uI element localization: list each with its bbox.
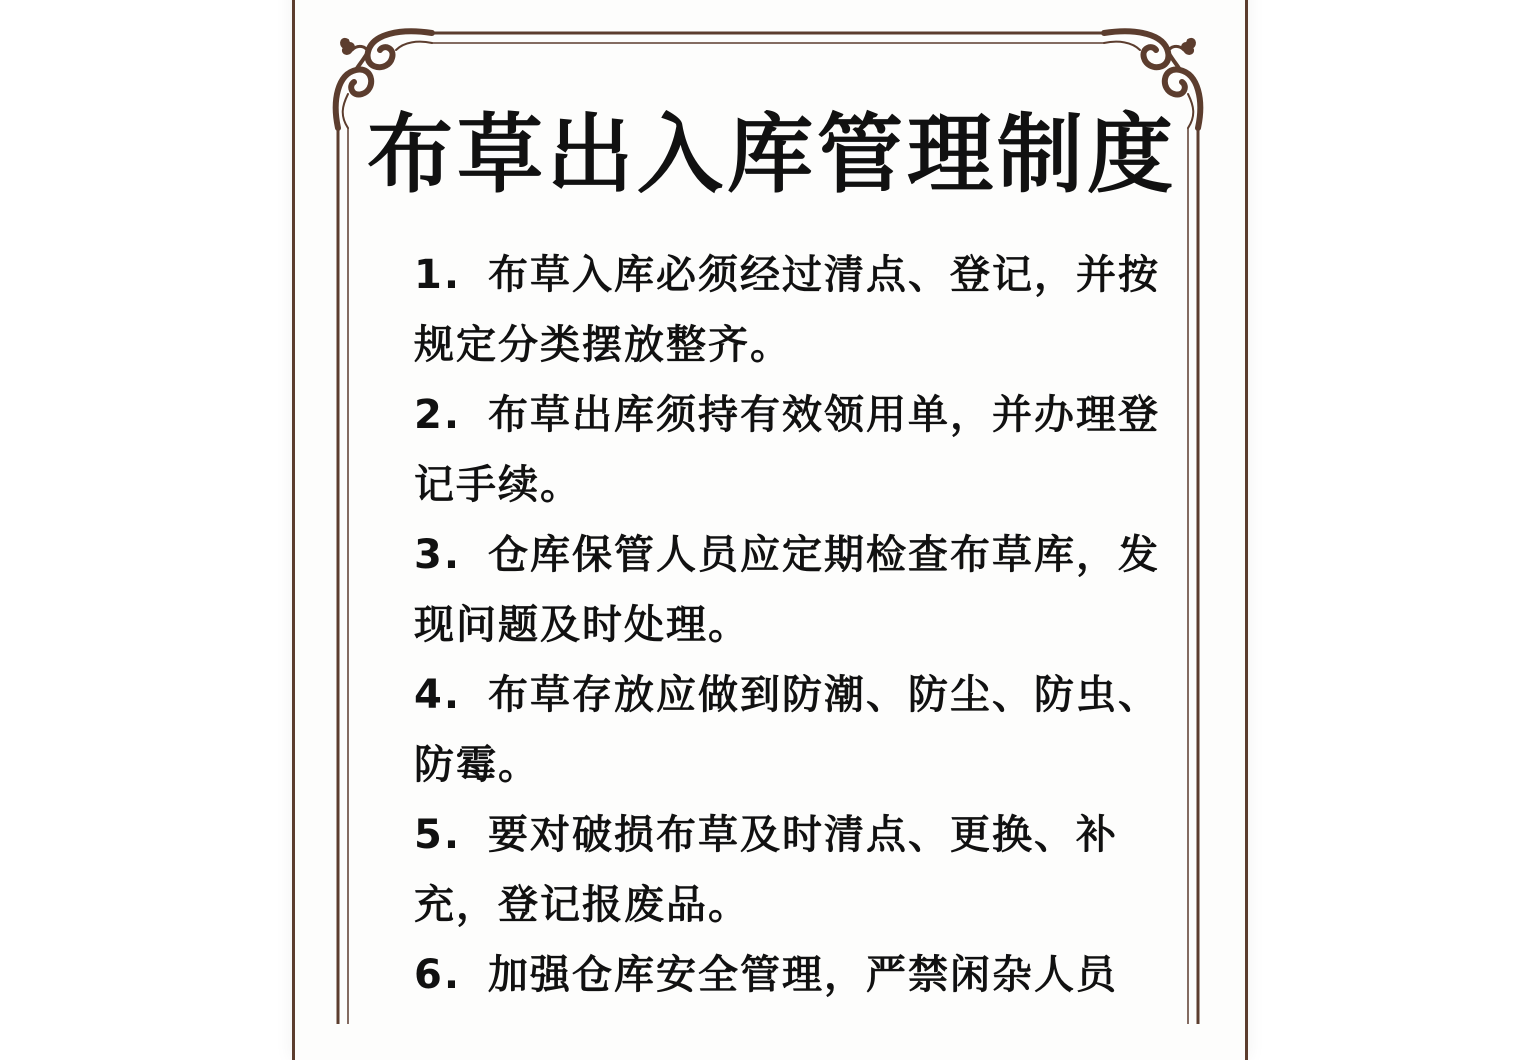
rule-item-4 (408, 660, 1178, 800)
rule-text: 要对破损布草及时清点、更换、补充，登记报废品。 (414, 812, 1118, 928)
rule-item-3 (408, 520, 1178, 660)
rule-number: 4. (414, 672, 462, 718)
rule-number: 5. (414, 812, 462, 858)
page-title: 布草出入库管理制度 (367, 105, 1177, 205)
rules-list (408, 240, 1178, 1010)
rule-text: 仓库保管人员应定期检查布草库，发现问题及时处理。 (414, 532, 1160, 648)
rule-text: 布草入库必须经过清点、登记，并按规定分类摆放整齐。 (414, 252, 1160, 368)
rule-text: 布草存放应做到防潮、防尘、防虫、防霉。 (414, 672, 1160, 788)
rule-number: 2. (414, 392, 462, 438)
rule-item-6 (408, 940, 1178, 1010)
rule-item-2 (408, 380, 1178, 520)
rule-text: 布草出库须持有效领用单，并办理登记手续。 (414, 392, 1160, 508)
rule-item-5 (408, 800, 1178, 940)
rule-item-1 (408, 240, 1178, 380)
rule-number: 3. (414, 532, 462, 578)
rule-number: 6. (414, 952, 462, 998)
rule-text: 加强仓库安全管理，严禁闲杂人员 (488, 952, 1118, 998)
rule-number: 1. (414, 252, 462, 298)
